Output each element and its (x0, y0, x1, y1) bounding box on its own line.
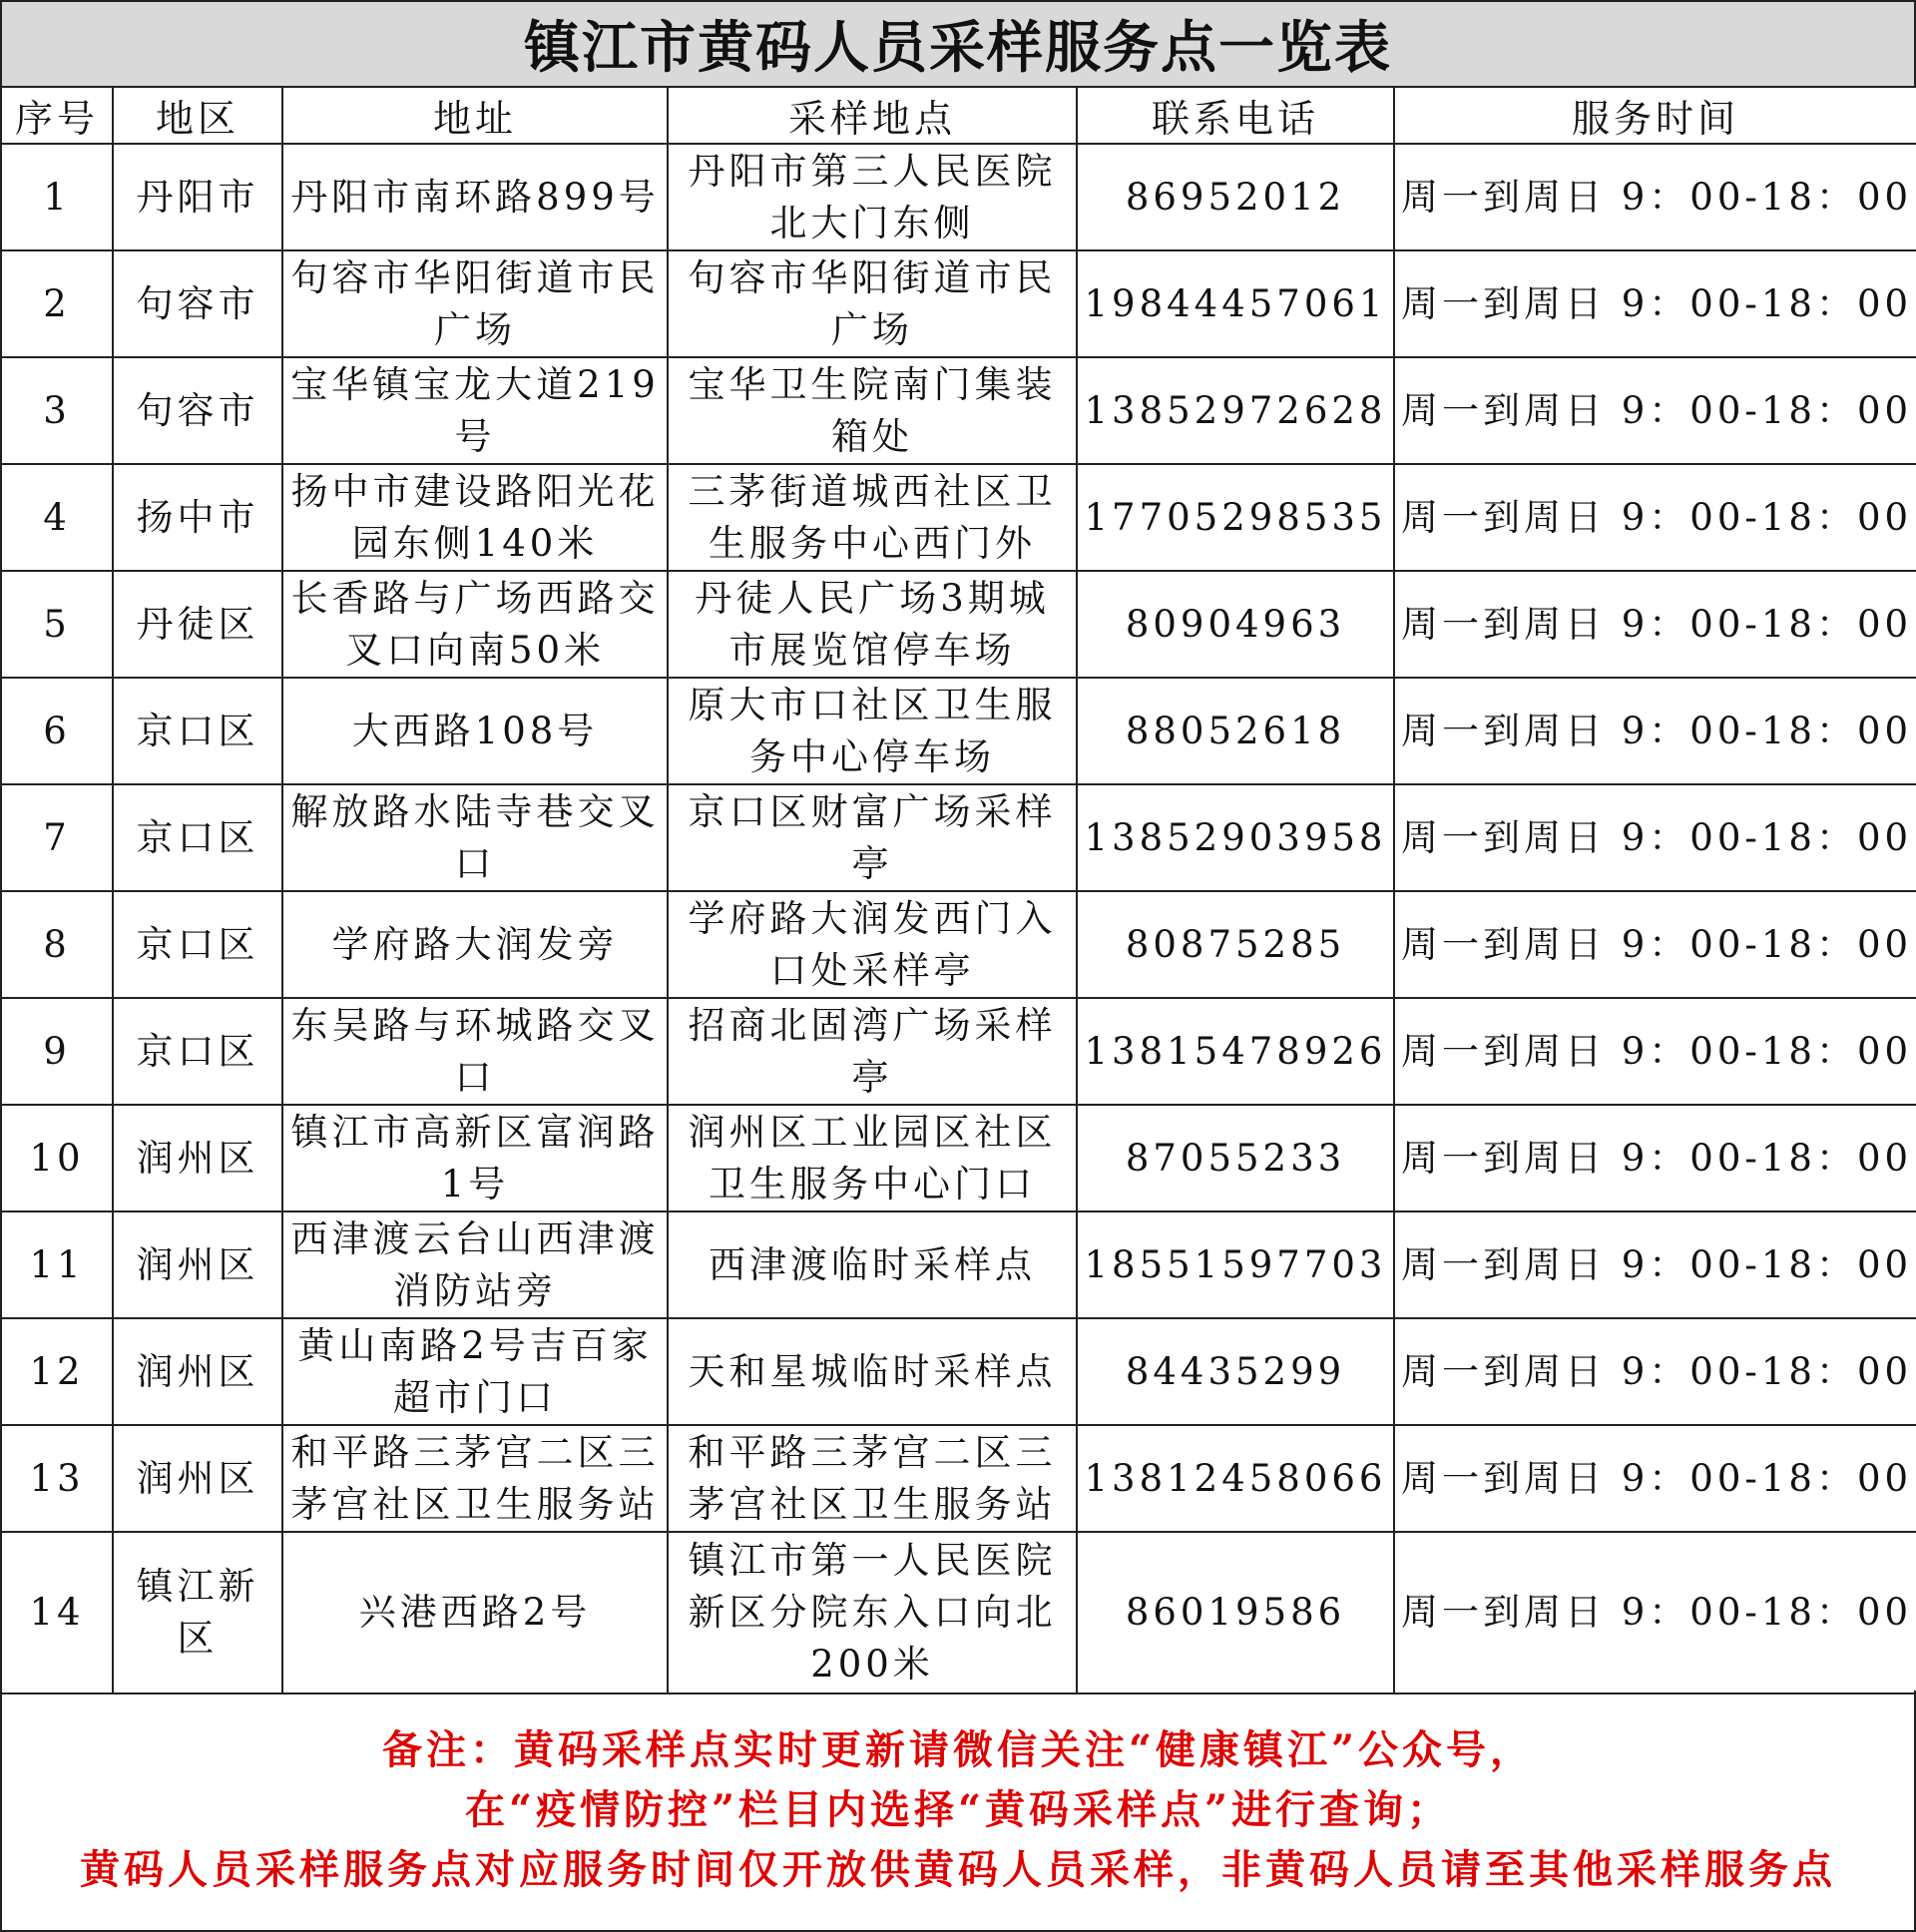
cell-area: 润州区 (113, 1318, 282, 1425)
cell-area: 京口区 (113, 891, 282, 998)
cell-phone: 80875285 (1077, 891, 1394, 998)
table-row (1, 1211, 1916, 1318)
cell-address: 黄山南路2号吉百家超市门口 (282, 1318, 668, 1425)
note-line: 备注：黄码采样点实时更新请微信关注“健康镇江”公众号， (381, 1726, 1534, 1773)
cell-address: 丹阳市南环路899号 (282, 144, 668, 250)
cell-site: 丹徒人民广场3期城市展览馆停车场 (668, 571, 1077, 678)
header-phone: 联系电话 (1077, 87, 1394, 144)
cell-site: 镇江市第一人民医院新区分院东入口向北200米 (668, 1532, 1077, 1693)
header-site: 采样地点 (668, 87, 1077, 144)
cell-hours: 周一到周日 9：00-18：00 (1394, 464, 1916, 571)
cell-phone: 87055233 (1077, 1105, 1394, 1211)
cell-phone: 86952012 (1077, 144, 1394, 250)
cell-site: 原大市口社区卫生服务中心停车场 (668, 678, 1077, 784)
cell-hours: 周一到周日 9：00-18：00 (1394, 784, 1916, 891)
cell-address: 长香路与广场西路交叉口向南50米 (282, 571, 668, 678)
cell-area: 京口区 (113, 998, 282, 1105)
cell-index: 12 (1, 1318, 113, 1425)
cell-phone: 86019586 (1077, 1532, 1394, 1693)
cell-phone: 17705298535 (1077, 464, 1394, 571)
cell-hours: 周一到周日 9：00-18：00 (1394, 1532, 1916, 1693)
cell-index: 5 (1, 571, 113, 678)
cell-site: 学府路大润发西门入口处采样亭 (668, 891, 1077, 998)
cell-address: 解放路水陆寺巷交叉口 (282, 784, 668, 891)
table-row (1, 357, 1916, 464)
cell-site: 招商北固湾广场采样亭 (668, 998, 1077, 1105)
cell-hours: 周一到周日 9：00-18：00 (1394, 891, 1916, 998)
header-hours: 服务时间 (1394, 87, 1916, 144)
cell-phone: 80904963 (1077, 571, 1394, 678)
cell-hours: 周一到周日 9：00-18：00 (1394, 678, 1916, 784)
cell-address: 东吴路与环城路交叉口 (282, 998, 668, 1105)
cell-hours: 周一到周日 9：00-18：00 (1394, 357, 1916, 464)
table-row (1, 1532, 1916, 1693)
cell-phone: 88052618 (1077, 678, 1394, 784)
cell-index: 9 (1, 998, 113, 1105)
cell-index: 7 (1, 784, 113, 891)
cell-phone: 18551597703 (1077, 1211, 1394, 1318)
cell-phone: 19844457061 (1077, 250, 1394, 357)
table-row (1, 464, 1916, 571)
page-title: 镇江市黄码人员采样服务点一览表 (0, 0, 1916, 88)
cell-address: 句容市华阳街道市民广场 (282, 250, 668, 357)
cell-site: 天和星城临时采样点 (668, 1318, 1077, 1425)
note-line: 黄码人员采样服务点对应服务时间仅开放供黄码人员采样，非黄码人员请至其他采样服务点 (80, 1846, 1836, 1893)
cell-site: 京口区财富广场采样亭 (668, 784, 1077, 891)
cell-site: 句容市华阳街道市民广场 (668, 250, 1077, 357)
cell-hours: 周一到周日 9：00-18：00 (1394, 571, 1916, 678)
cell-hours: 周一到周日 9：00-18：00 (1394, 144, 1916, 250)
cell-index: 4 (1, 464, 113, 571)
cell-area: 扬中市 (113, 464, 282, 571)
cell-site: 润州区工业园区社区卫生服务中心门口 (668, 1105, 1077, 1211)
table-row (1, 998, 1916, 1105)
cell-area: 润州区 (113, 1105, 282, 1211)
cell-hours: 周一到周日 9：00-18：00 (1394, 1105, 1916, 1211)
header-index: 序号 (1, 87, 113, 144)
cell-index: 10 (1, 1105, 113, 1211)
table-row (1, 1105, 1916, 1211)
cell-index: 11 (1, 1211, 113, 1318)
cell-index: 14 (1, 1532, 113, 1693)
cell-area: 句容市 (113, 357, 282, 464)
cell-site: 宝华卫生院南门集装箱处 (668, 357, 1077, 464)
table-row (1, 891, 1916, 998)
cell-site: 和平路三茅宫二区三茅宫社区卫生服务站 (668, 1425, 1077, 1532)
table-row (1, 678, 1916, 784)
cell-address: 大西路108号 (282, 678, 668, 784)
cell-index: 6 (1, 678, 113, 784)
note-line: 在“疫情防控”栏目内选择“黄码采样点”进行查询； (464, 1786, 1452, 1833)
cell-index: 1 (1, 144, 113, 250)
cell-address: 和平路三茅宫二区三茅宫社区卫生服务站 (282, 1425, 668, 1532)
table-header-row (1, 87, 1916, 144)
cell-address: 学府路大润发旁 (282, 891, 668, 998)
cell-hours: 周一到周日 9：00-18：00 (1394, 250, 1916, 357)
cell-area: 京口区 (113, 678, 282, 784)
cell-address: 扬中市建设路阳光花园东侧140米 (282, 464, 668, 571)
cell-hours: 周一到周日 9：00-18：00 (1394, 1425, 1916, 1532)
cell-index: 3 (1, 357, 113, 464)
cell-address: 镇江市高新区富润路1号 (282, 1105, 668, 1211)
cell-site: 三茅街道城西社区卫生服务中心西门外 (668, 464, 1077, 571)
cell-address: 宝华镇宝龙大道219号 (282, 357, 668, 464)
table-row (1, 144, 1916, 250)
table-row (1, 784, 1916, 891)
cell-address: 兴港西路2号 (282, 1532, 668, 1693)
table-row (1, 250, 1916, 357)
cell-phone: 13812458066 (1077, 1425, 1394, 1532)
cell-area: 润州区 (113, 1211, 282, 1318)
cell-site: 丹阳市第三人民医院北大门东侧 (668, 144, 1077, 250)
header-address: 地址 (282, 87, 668, 144)
cell-area: 丹阳市 (113, 144, 282, 250)
header-area: 地区 (113, 87, 282, 144)
cell-hours: 周一到周日 9：00-18：00 (1394, 998, 1916, 1105)
cell-phone: 13852972628 (1077, 357, 1394, 464)
cell-hours: 周一到周日 9：00-18：00 (1394, 1211, 1916, 1318)
notes-box (0, 1690, 1916, 1932)
cell-index: 2 (1, 250, 113, 357)
cell-area: 句容市 (113, 250, 282, 357)
cell-address: 西津渡云台山西津渡消防站旁 (282, 1211, 668, 1318)
table-row (1, 1318, 1916, 1425)
table-row (1, 1425, 1916, 1532)
cell-phone: 84435299 (1077, 1318, 1394, 1425)
cell-phone: 13852903958 (1077, 784, 1394, 891)
cell-area: 丹徒区 (113, 571, 282, 678)
cell-hours: 周一到周日 9：00-18：00 (1394, 1318, 1916, 1425)
cell-area: 京口区 (113, 784, 282, 891)
sampling-points-table (0, 86, 1916, 1694)
cell-area: 镇江新区 (113, 1532, 282, 1693)
cell-area: 润州区 (113, 1425, 282, 1532)
cell-index: 8 (1, 891, 113, 998)
cell-phone: 13815478926 (1077, 998, 1394, 1105)
cell-index: 13 (1, 1425, 113, 1532)
cell-site: 西津渡临时采样点 (668, 1211, 1077, 1318)
table-row (1, 571, 1916, 678)
